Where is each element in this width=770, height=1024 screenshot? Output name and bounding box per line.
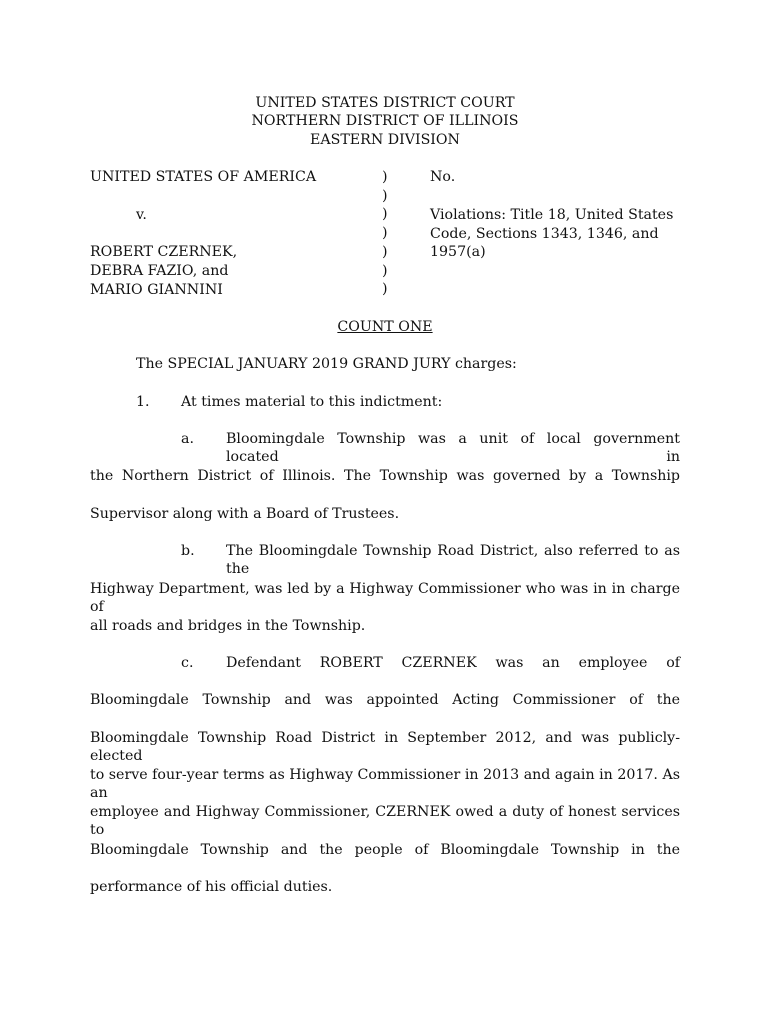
- subparagraph-c-line-2: Bloomingdale Township and was appointed Acting Commissioner of the: [90, 692, 680, 708]
- paragraph-text: At times material to this indictment:: [181, 394, 443, 410]
- violations-line-2: Code, Sections 1343, 1346, and: [430, 226, 659, 242]
- grand-jury-intro: The SPECIAL JANUARY 2019 GRAND JURY charges:: [136, 356, 517, 372]
- versus-label: v.: [136, 207, 147, 223]
- court-district: NORTHERN DISTRICT OF ILLINOIS: [251, 113, 519, 129]
- count-heading: COUNT ONE: [337, 319, 433, 335]
- subparagraph-b-line-3: all roads and bridges in the Township.: [90, 618, 366, 634]
- plaintiff-name: UNITED STATES OF AMERICA: [90, 169, 317, 185]
- subparagraph-a-line-1: Bloomingdale Township was a unit of local government located in: [226, 431, 680, 465]
- subparagraph-c-line-6: Bloomingdale Township and the people of Bloomingdale Township in the: [90, 842, 680, 858]
- court-name: UNITED STATES DISTRICT COURT: [255, 95, 515, 111]
- subparagraph-c-line-1: Defendant ROBERT CZERNEK was an employee of: [226, 655, 680, 671]
- paragraph-number: 1.: [136, 394, 150, 410]
- subparagraph-c-line-5: employee and Highway Commissioner, CZERNEK owed a duty of honest services to: [90, 804, 680, 838]
- subparagraph-a-line-2: the Northern District of Illinois. The Township was governed by a Township: [90, 468, 680, 484]
- defendant-2: DEBRA FAZIO, and: [90, 263, 229, 279]
- subparagraph-c-line-3: Bloomingdale Township Road District in September 2012, and was publicly-elected: [90, 730, 680, 764]
- subparagraph-a-label: a.: [181, 431, 194, 447]
- subparagraph-b-line-1: The Bloomingdale Township Road District, also referred to as the: [226, 543, 680, 577]
- caption-parentheses: ) ) ) ) ) ) ): [382, 169, 388, 298]
- violations-line-1: Violations: Title 18, United States: [430, 207, 674, 223]
- subparagraph-c-line-4: to serve four-year terms as Highway Commissioner in 2013 and again in 2017. As an: [90, 767, 680, 801]
- subparagraph-c-label: c.: [181, 655, 194, 671]
- defendant-3: MARIO GIANNINI: [90, 282, 223, 298]
- defendant-1: ROBERT CZERNEK,: [90, 244, 238, 260]
- case-number: No.: [430, 169, 456, 185]
- subparagraph-c-line-7: performance of his official duties.: [90, 879, 333, 895]
- subparagraph-b-label: b.: [181, 543, 195, 559]
- subparagraph-b-line-2: Highway Department, was led by a Highway Commissioner who was in in charge of: [90, 581, 680, 615]
- violations-line-3: 1957(a): [430, 244, 486, 260]
- court-division: EASTERN DIVISION: [310, 132, 460, 148]
- subparagraph-a-line-3: Supervisor along with a Board of Trustees.: [90, 506, 400, 522]
